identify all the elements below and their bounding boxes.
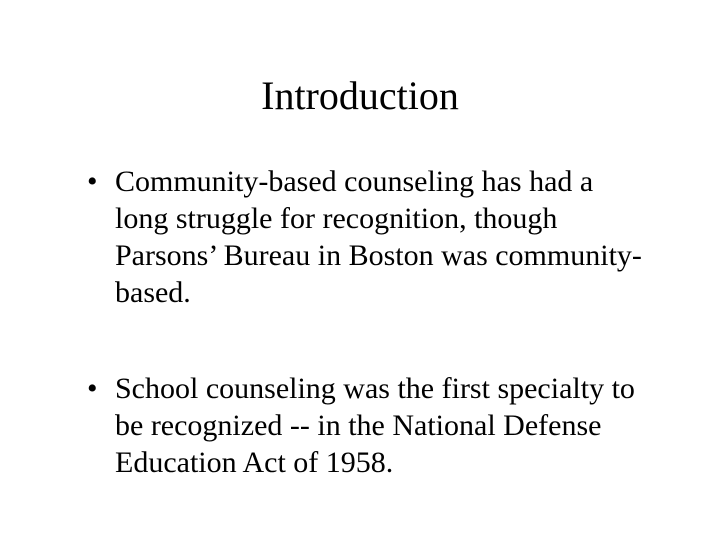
bullet-text-2: School counseling was the first specialty to be recognized -- in the National Defense Education Act of 1958. xyxy=(115,372,635,479)
slide-title: Introduction xyxy=(261,73,459,118)
bullet-icon: • xyxy=(87,165,98,198)
bullet-text-1: Community-based counseling has had a long struggle for recognition, though Parsons’ Bureau in Boston was community- based. xyxy=(115,165,642,309)
bullet-item-1 xyxy=(87,163,675,311)
bullet-item-2 xyxy=(87,370,675,481)
bullet-icon: • xyxy=(87,372,98,405)
